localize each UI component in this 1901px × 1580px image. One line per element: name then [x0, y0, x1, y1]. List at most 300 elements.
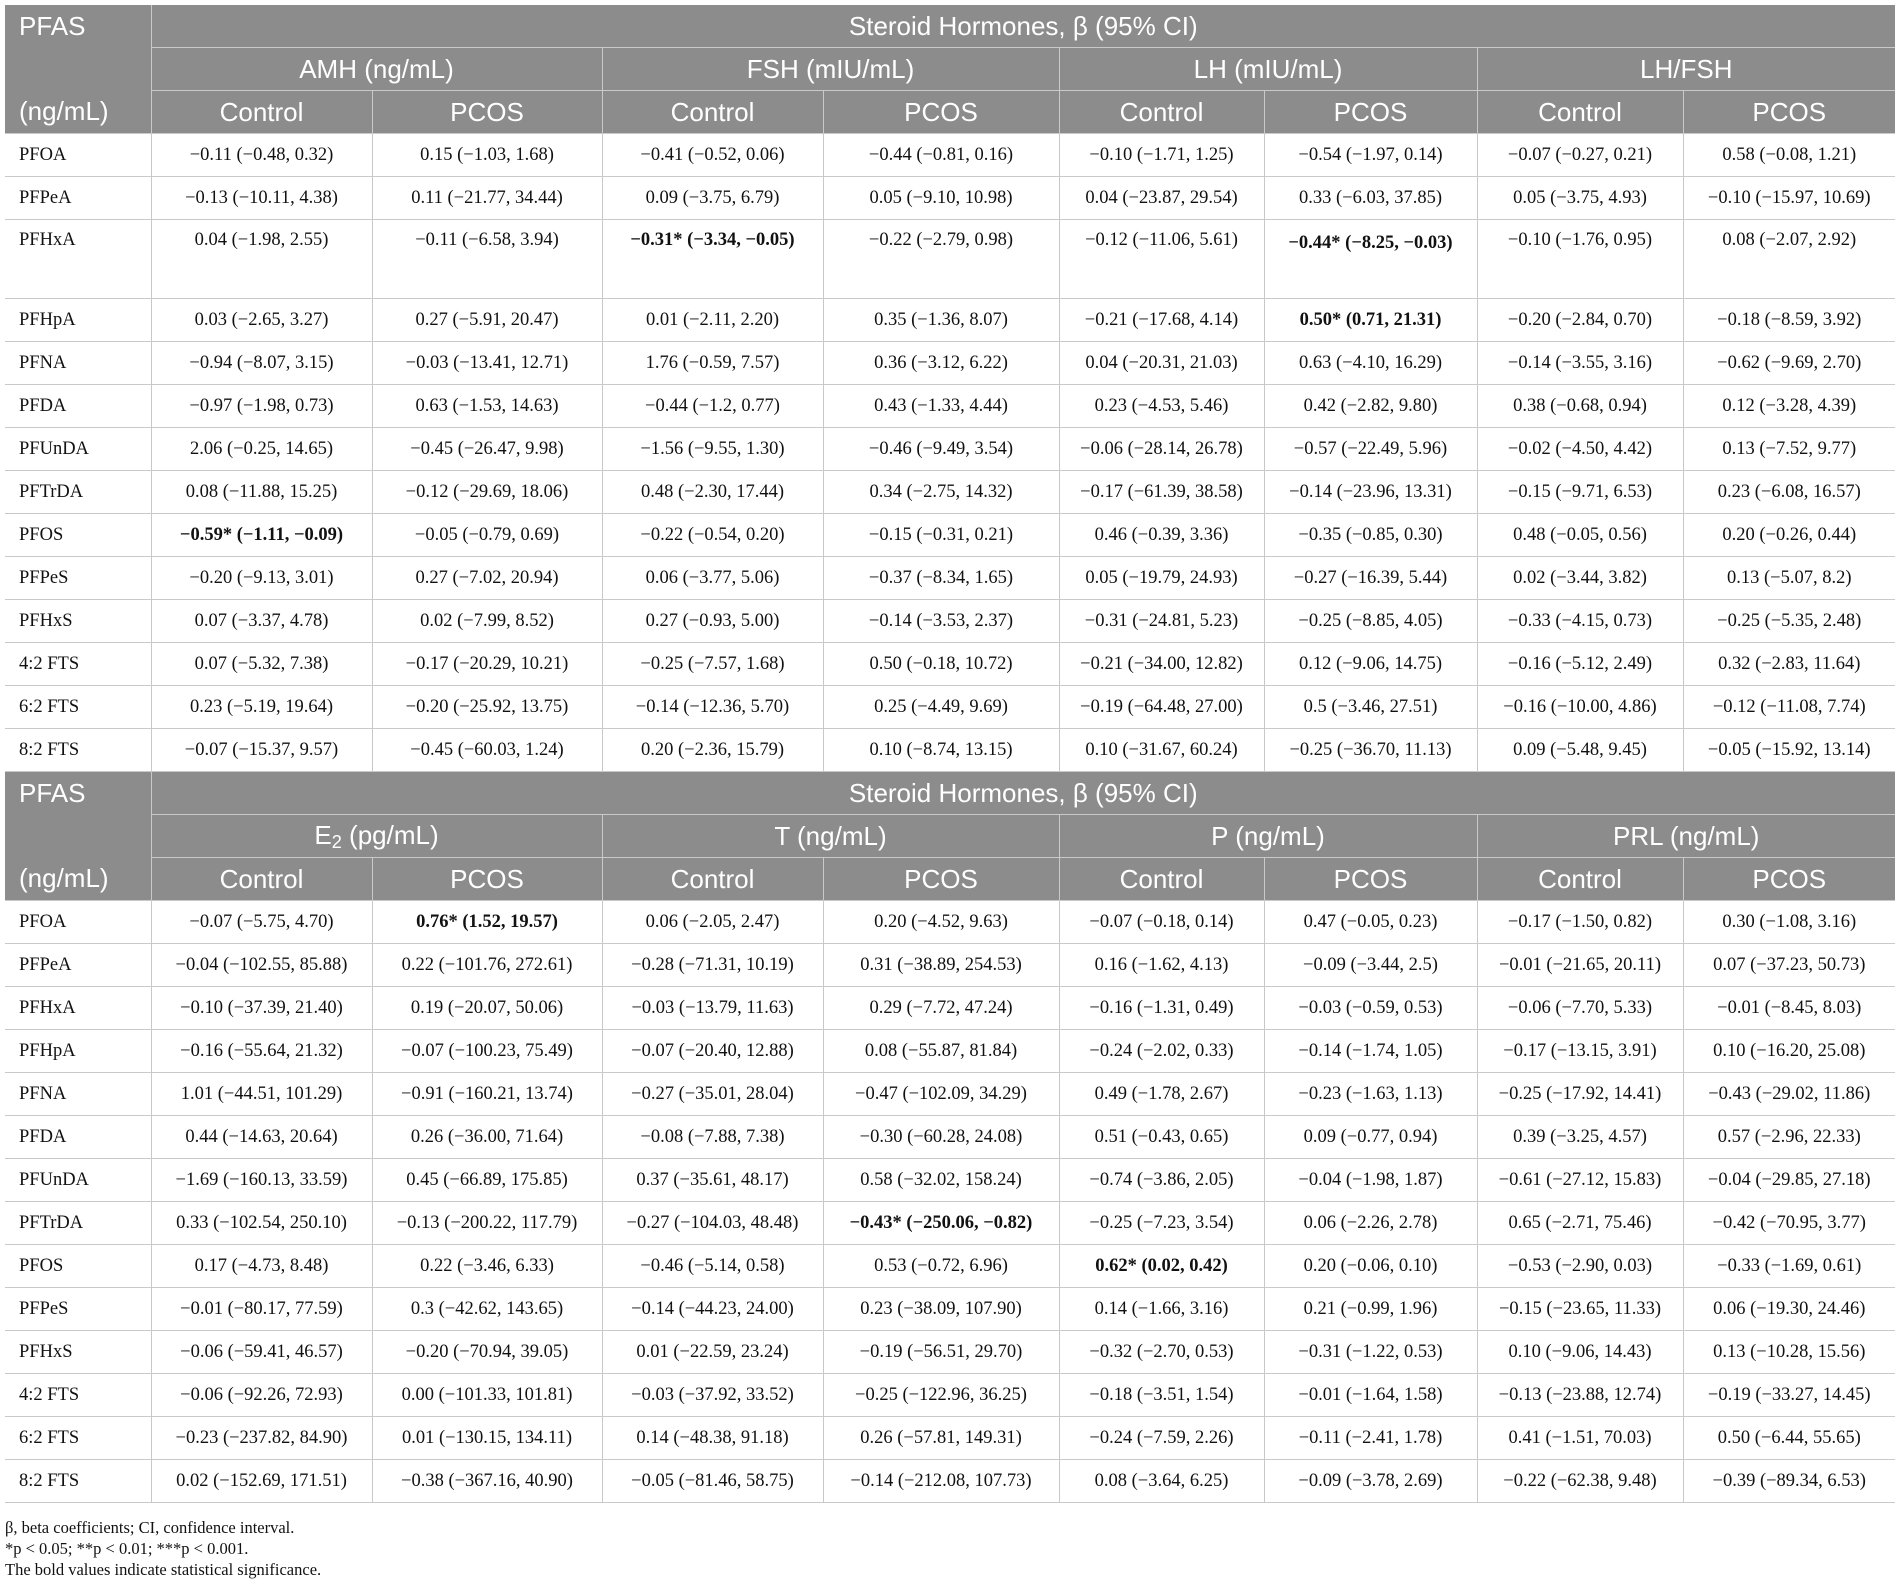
beta-ci-cell: −0.16 (−55.64, 21.32) [151, 1030, 372, 1073]
pfas-name: PFNA [5, 342, 151, 385]
pfas-name: PFPeS [5, 557, 151, 600]
beta-ci-cell: 0.09 (−5.48, 9.45) [1477, 729, 1683, 772]
pfas-name: PFNA [5, 1073, 151, 1116]
beta-ci-cell: −0.06 (−7.70, 5.33) [1477, 987, 1683, 1030]
beta-ci-cell: −0.46 (−9.49, 3.54) [823, 428, 1059, 471]
e2-subscript: 2 [331, 831, 342, 852]
beta-ci-cell: 0.46 (−0.39, 3.36) [1059, 514, 1264, 557]
unit-label: (ng/mL) [5, 858, 151, 901]
beta-ci-cell: 0.53 (−0.72, 6.96) [823, 1245, 1059, 1288]
pfas-name: 4:2 FTS [5, 1374, 151, 1417]
block1-body [5, 134, 1895, 772]
beta-ci-cell: −0.20 (−25.92, 13.75) [372, 686, 602, 729]
table-row [5, 944, 1895, 987]
beta-ci-cell: 0.57 (−2.96, 22.33) [1683, 1116, 1895, 1159]
group-header: Control [151, 91, 372, 134]
beta-ci-cell: −0.97 (−1.98, 0.73) [151, 385, 372, 428]
beta-ci-cell: 0.07 (−3.37, 4.78) [151, 600, 372, 643]
group-header: Control [602, 91, 823, 134]
hormone-header: FSH (mIU/mL) [602, 48, 1059, 91]
table-row [5, 901, 1895, 944]
beta-ci-cell: 0.19 (−20.07, 50.06) [372, 987, 602, 1030]
beta-ci-cell: 0.01 (−2.11, 2.20) [602, 299, 823, 342]
beta-ci-cell: −0.31* (−3.34, −0.05) [602, 220, 823, 299]
beta-ci-cell: −0.11 (−0.48, 0.32) [151, 134, 372, 177]
beta-ci-cell: 0.10 (−9.06, 14.43) [1477, 1331, 1683, 1374]
table-row [5, 385, 1895, 428]
beta-ci-cell: 0.58 (−0.08, 1.21) [1683, 134, 1895, 177]
beta-ci-cell: −0.17 (−20.29, 10.21) [372, 643, 602, 686]
beta-ci-cell: 0.31 (−38.89, 254.53) [823, 944, 1059, 987]
beta-ci-cell: 0.34 (−2.75, 14.32) [823, 471, 1059, 514]
beta-ci-cell: −0.13 (−23.88, 12.74) [1477, 1374, 1683, 1417]
beta-ci-cell: −0.03 (−13.79, 11.63) [602, 987, 823, 1030]
beta-ci-cell: 0.15 (−1.03, 1.68) [372, 134, 602, 177]
beta-ci-cell: −0.05 (−81.46, 58.75) [602, 1460, 823, 1503]
beta-ci-cell: −0.06 (−92.26, 72.93) [151, 1374, 372, 1417]
beta-ci-cell: −0.09 (−3.78, 2.69) [1264, 1460, 1477, 1503]
beta-ci-cell: 0.37 (−35.61, 48.17) [602, 1159, 823, 1202]
beta-ci-cell: −0.03 (−13.41, 12.71) [372, 342, 602, 385]
beta-ci-cell: 0.63 (−1.53, 14.63) [372, 385, 602, 428]
beta-ci-cell: 0.12 (−9.06, 14.75) [1264, 643, 1477, 686]
beta-ci-cell: −0.25 (−5.35, 2.48) [1683, 600, 1895, 643]
unit-label: (ng/mL) [5, 91, 151, 134]
group-header: Control [1059, 91, 1264, 134]
table-row [5, 1159, 1895, 1202]
beta-ci-cell: 0.23 (−38.09, 107.90) [823, 1288, 1059, 1331]
beta-ci-cell: 0.42 (−2.82, 9.80) [1264, 385, 1477, 428]
beta-ci-cell: 0.10 (−8.74, 13.15) [823, 729, 1059, 772]
hormone-header: LH (mIU/mL) [1059, 48, 1477, 91]
pfas-name: 6:2 FTS [5, 686, 151, 729]
beta-ci-cell: −0.74 (−3.86, 2.05) [1059, 1159, 1264, 1202]
beta-ci-cell: −0.30 (−60.28, 24.08) [823, 1116, 1059, 1159]
beta-ci-cell: 0.39 (−3.25, 4.57) [1477, 1116, 1683, 1159]
beta-ci-cell: 0.02 (−7.99, 8.52) [372, 600, 602, 643]
hormone-header: LH/FSH [1477, 48, 1895, 91]
beta-ci-cell: 1.76 (−0.59, 7.57) [602, 342, 823, 385]
beta-ci-cell: 0.45 (−66.89, 175.85) [372, 1159, 602, 1202]
beta-ci-cell: −0.10 (−1.76, 0.95) [1477, 220, 1683, 299]
beta-ci-cell: −0.45 (−60.03, 1.24) [372, 729, 602, 772]
table-row [5, 1073, 1895, 1116]
beta-ci-cell: −0.07 (−0.18, 0.14) [1059, 901, 1264, 944]
beta-ci-cell: −1.56 (−9.55, 1.30) [602, 428, 823, 471]
beta-ci-cell: 0.23 (−6.08, 16.57) [1683, 471, 1895, 514]
beta-ci-cell: 0.08 (−3.64, 6.25) [1059, 1460, 1264, 1503]
pfas-name: PFOA [5, 901, 151, 944]
beta-ci-cell: −0.02 (−4.50, 4.42) [1477, 428, 1683, 471]
beta-ci-cell: 0.00 (−101.33, 101.81) [372, 1374, 602, 1417]
beta-ci-cell: 0.63 (−4.10, 16.29) [1264, 342, 1477, 385]
group-header: PCOS [823, 858, 1059, 901]
beta-ci-cell: −0.25 (−17.92, 14.41) [1477, 1073, 1683, 1116]
table-footnotes [5, 1517, 1895, 1580]
footnote-bold: The bold values indicate statistical significance. [5, 1560, 322, 1579]
beta-ci-cell: 0.08 (−55.87, 81.84) [823, 1030, 1059, 1073]
beta-ci-cell: −0.62 (−9.69, 2.70) [1683, 342, 1895, 385]
table-row [5, 1202, 1895, 1245]
block2-header [5, 772, 1895, 901]
beta-ci-cell: −0.32 (−2.70, 0.53) [1059, 1331, 1264, 1374]
beta-ci-cell: −0.12 (−29.69, 18.06) [372, 471, 602, 514]
beta-ci-cell: 0.48 (−2.30, 17.44) [602, 471, 823, 514]
table-row [5, 643, 1895, 686]
table-row [5, 1030, 1895, 1073]
beta-ci-cell: 0.5 (−3.46, 27.51) [1264, 686, 1477, 729]
beta-ci-cell: −0.18 (−8.59, 3.92) [1683, 299, 1895, 342]
beta-ci-cell: −0.21 (−34.00, 12.82) [1059, 643, 1264, 686]
pfas-name: PFHpA [5, 299, 151, 342]
beta-ci-cell: −0.05 (−0.79, 0.69) [372, 514, 602, 557]
beta-ci-cell: −0.33 (−1.69, 0.61) [1683, 1245, 1895, 1288]
pfas-name: 8:2 FTS [5, 1460, 151, 1503]
table-row [5, 1417, 1895, 1460]
e2-symbol: E [314, 819, 332, 850]
beta-ci-cell: −0.09 (−3.44, 2.5) [1264, 944, 1477, 987]
beta-ci-cell: 0.3 (−42.62, 143.65) [372, 1288, 602, 1331]
pfas-name: PFHxA [5, 220, 151, 299]
beta-ci-cell: 0.20 (−0.26, 0.44) [1683, 514, 1895, 557]
beta-ci-cell: −0.10 (−1.71, 1.25) [1059, 134, 1264, 177]
beta-ci-cell: 0.04 (−23.87, 29.54) [1059, 177, 1264, 220]
group-header: Control [151, 858, 372, 901]
beta-ci-cell: 1.01 (−44.51, 101.29) [151, 1073, 372, 1116]
beta-ci-cell: −0.14 (−23.96, 13.31) [1264, 471, 1477, 514]
beta-ci-cell: −0.14 (−1.74, 1.05) [1264, 1030, 1477, 1073]
beta-ci-cell: −0.31 (−24.81, 5.23) [1059, 600, 1264, 643]
beta-ci-cell: −0.01 (−21.65, 20.11) [1477, 944, 1683, 987]
hormone-header: PRL (ng/mL) [1477, 815, 1895, 858]
beta-ci-cell: −0.16 (−5.12, 2.49) [1477, 643, 1683, 686]
group-header: PCOS [1264, 91, 1477, 134]
table-row [5, 134, 1895, 177]
beta-ci-cell: −0.15 (−0.31, 0.21) [823, 514, 1059, 557]
beta-ci-cell: −0.42 (−70.95, 3.77) [1683, 1202, 1895, 1245]
beta-ci-cell: −0.43 (−29.02, 11.86) [1683, 1073, 1895, 1116]
table-title: Steroid Hormones, β (95% CI) [151, 772, 1895, 815]
group-header: Control [1477, 91, 1683, 134]
pfas-name: 8:2 FTS [5, 729, 151, 772]
beta-ci-cell: −0.35 (−0.85, 0.30) [1264, 514, 1477, 557]
beta-ci-cell: 0.08 (−11.88, 15.25) [151, 471, 372, 514]
beta-ci-cell: −0.44 (−0.81, 0.16) [823, 134, 1059, 177]
beta-ci-cell: −0.25 (−36.70, 11.13) [1264, 729, 1477, 772]
footnote-pvalues: *p < 0.05; **p < 0.01; ***p < 0.001. [5, 1539, 249, 1558]
beta-ci-cell: −0.13 (−200.22, 117.79) [372, 1202, 602, 1245]
beta-ci-cell: 0.22 (−101.76, 272.61) [372, 944, 602, 987]
beta-ci-cell: 0.32 (−2.83, 11.64) [1683, 643, 1895, 686]
beta-ci-cell: 0.35 (−1.36, 8.07) [823, 299, 1059, 342]
beta-ci-cell: 0.14 (−1.66, 3.16) [1059, 1288, 1264, 1331]
table-row [5, 471, 1895, 514]
table-row [5, 514, 1895, 557]
pfas-label: PFAS [5, 772, 151, 858]
pfas-name: PFOS [5, 1245, 151, 1288]
beta-ci-cell: 0.07 (−37.23, 50.73) [1683, 944, 1895, 987]
beta-ci-cell: −0.20 (−2.84, 0.70) [1477, 299, 1683, 342]
pfas-name: PFHpA [5, 1030, 151, 1073]
beta-ci-cell: −0.19 (−56.51, 29.70) [823, 1331, 1059, 1374]
beta-ci-cell: −1.69 (−160.13, 33.59) [151, 1159, 372, 1202]
beta-ci-cell: −0.27 (−16.39, 5.44) [1264, 557, 1477, 600]
beta-ci-cell: −0.07 (−15.37, 9.57) [151, 729, 372, 772]
beta-ci-cell: 0.20 (−0.06, 0.10) [1264, 1245, 1477, 1288]
beta-ci-cell: 0.51 (−0.43, 0.65) [1059, 1116, 1264, 1159]
beta-ci-cell: −0.01 (−1.64, 1.58) [1264, 1374, 1477, 1417]
beta-ci-cell: 0.33 (−6.03, 37.85) [1264, 177, 1477, 220]
beta-ci-cell: 0.30 (−1.08, 3.16) [1683, 901, 1895, 944]
beta-ci-cell: 0.01 (−22.59, 23.24) [602, 1331, 823, 1374]
beta-ci-cell: 0.27 (−5.91, 20.47) [372, 299, 602, 342]
pfas-name: PFUnDA [5, 1159, 151, 1202]
beta-ci-cell: 0.62* (0.02, 0.42) [1059, 1245, 1264, 1288]
table-title: Steroid Hormones, β (95% CI) [151, 5, 1895, 48]
pfas-name: PFPeA [5, 944, 151, 987]
beta-ci-cell: 0.38 (−0.68, 0.94) [1477, 385, 1683, 428]
hormone-header [151, 815, 602, 858]
beta-ci-cell: −0.05 (−15.92, 13.14) [1683, 729, 1895, 772]
beta-ci-cell: 0.06 (−19.30, 24.46) [1683, 1288, 1895, 1331]
beta-ci-cell: −0.22 (−2.79, 0.98) [823, 220, 1059, 299]
beta-ci-cell: 0.27 (−0.93, 5.00) [602, 600, 823, 643]
beta-ci-cell: −0.10 (−15.97, 10.69) [1683, 177, 1895, 220]
beta-ci-cell: −0.25 (−7.23, 3.54) [1059, 1202, 1264, 1245]
group-header: Control [1059, 858, 1264, 901]
beta-ci-cell: 0.13 (−5.07, 8.2) [1683, 557, 1895, 600]
beta-ci-cell: 0.43 (−1.33, 4.44) [823, 385, 1059, 428]
beta-ci-cell: −0.14 (−3.53, 2.37) [823, 600, 1059, 643]
beta-ci-cell: −0.23 (−1.63, 1.13) [1264, 1073, 1477, 1116]
beta-ci-cell: 0.02 (−3.44, 3.82) [1477, 557, 1683, 600]
table-row [5, 342, 1895, 385]
hormone-header: P (ng/mL) [1059, 815, 1477, 858]
beta-ci-cell: −0.46 (−5.14, 0.58) [602, 1245, 823, 1288]
beta-ci-cell: −0.25 (−122.96, 36.25) [823, 1374, 1059, 1417]
beta-ci-cell: −0.22 (−0.54, 0.20) [602, 514, 823, 557]
beta-ci-cell: −0.17 (−1.50, 0.82) [1477, 901, 1683, 944]
pfas-name: PFHxS [5, 600, 151, 643]
pfas-name: PFUnDA [5, 428, 151, 471]
group-header: PCOS [372, 858, 602, 901]
pfas-name: PFTrDA [5, 1202, 151, 1245]
beta-ci-cell: −0.12 (−11.06, 5.61) [1059, 220, 1264, 299]
beta-ci-cell: 0.13 (−7.52, 9.77) [1683, 428, 1895, 471]
beta-ci-cell: −0.37 (−8.34, 1.65) [823, 557, 1059, 600]
beta-ci-cell: −0.03 (−0.59, 0.53) [1264, 987, 1477, 1030]
beta-ci-cell: 0.06 (−3.77, 5.06) [602, 557, 823, 600]
table-row [5, 1288, 1895, 1331]
group-header: Control [1477, 858, 1683, 901]
beta-ci-cell: −0.39 (−89.34, 6.53) [1683, 1460, 1895, 1503]
pfas-name: PFDA [5, 385, 151, 428]
beta-ci-cell: 0.14 (−48.38, 91.18) [602, 1417, 823, 1460]
pfas-label: PFAS [5, 5, 151, 91]
beta-ci-cell: −0.61 (−27.12, 15.83) [1477, 1159, 1683, 1202]
pfas-name: PFPeA [5, 177, 151, 220]
beta-ci-cell: 0.13 (−10.28, 15.56) [1683, 1331, 1895, 1374]
beta-ci-cell: −0.07 (−100.23, 75.49) [372, 1030, 602, 1073]
beta-ci-cell: −0.04 (−102.55, 85.88) [151, 944, 372, 987]
hormone-header: T (ng/mL) [602, 815, 1059, 858]
results-table [5, 5, 1895, 1503]
beta-ci-cell: 0.49 (−1.78, 2.67) [1059, 1073, 1264, 1116]
beta-ci-cell: −0.44* (−8.25, −0.03) [1264, 220, 1477, 299]
beta-ci-cell: 0.27 (−7.02, 20.94) [372, 557, 602, 600]
group-header: PCOS [1264, 858, 1477, 901]
footnote-abbreviations: β, beta coefficients; CI, confidence interval. [5, 1518, 295, 1537]
beta-ci-cell: 0.65 (−2.71, 75.46) [1477, 1202, 1683, 1245]
group-header: PCOS [1683, 858, 1895, 901]
beta-ci-cell: −0.20 (−70.94, 39.05) [372, 1331, 602, 1374]
beta-ci-cell: −0.01 (−80.17, 77.59) [151, 1288, 372, 1331]
beta-ci-cell: −0.57 (−22.49, 5.96) [1264, 428, 1477, 471]
pfas-name: PFTrDA [5, 471, 151, 514]
beta-ci-cell: 0.07 (−5.32, 7.38) [151, 643, 372, 686]
beta-ci-cell: 0.17 (−4.73, 8.48) [151, 1245, 372, 1288]
beta-ci-cell: 0.02 (−152.69, 171.51) [151, 1460, 372, 1503]
beta-ci-cell: −0.25 (−8.85, 4.05) [1264, 600, 1477, 643]
beta-ci-cell: 0.05 (−3.75, 4.93) [1477, 177, 1683, 220]
beta-ci-cell: −0.27 (−104.03, 48.48) [602, 1202, 823, 1245]
hormone-header: AMH (ng/mL) [151, 48, 602, 91]
table-row [5, 428, 1895, 471]
beta-ci-cell: 0.50 (−0.18, 10.72) [823, 643, 1059, 686]
group-header: PCOS [372, 91, 602, 134]
beta-ci-cell: 0.44 (−14.63, 20.64) [151, 1116, 372, 1159]
table-row [5, 557, 1895, 600]
beta-ci-cell: −0.11 (−2.41, 1.78) [1264, 1417, 1477, 1460]
pfas-name: PFOA [5, 134, 151, 177]
table-row [5, 987, 1895, 1030]
beta-ci-cell: −0.20 (−9.13, 3.01) [151, 557, 372, 600]
beta-ci-cell: 0.22 (−3.46, 6.33) [372, 1245, 602, 1288]
beta-ci-cell: −0.19 (−33.27, 14.45) [1683, 1374, 1895, 1417]
beta-ci-cell: 0.76* (1.52, 19.57) [372, 901, 602, 944]
beta-ci-cell: −0.07 (−5.75, 4.70) [151, 901, 372, 944]
beta-ci-cell: −0.06 (−28.14, 26.78) [1059, 428, 1264, 471]
table-row [5, 1116, 1895, 1159]
beta-ci-cell: −0.11 (−6.58, 3.94) [372, 220, 602, 299]
beta-ci-cell: 0.21 (−0.99, 1.96) [1264, 1288, 1477, 1331]
beta-ci-cell: −0.12 (−11.08, 7.74) [1683, 686, 1895, 729]
group-header: PCOS [1683, 91, 1895, 134]
beta-ci-cell: 0.09 (−3.75, 6.79) [602, 177, 823, 220]
beta-ci-cell: −0.25 (−7.57, 1.68) [602, 643, 823, 686]
beta-ci-cell: −0.28 (−71.31, 10.19) [602, 944, 823, 987]
beta-ci-cell: 0.47 (−0.05, 0.23) [1264, 901, 1477, 944]
table-row [5, 686, 1895, 729]
beta-ci-cell: 0.48 (−0.05, 0.56) [1477, 514, 1683, 557]
beta-ci-cell: −0.23 (−237.82, 84.90) [151, 1417, 372, 1460]
table-row [5, 1460, 1895, 1503]
beta-ci-cell: 0.36 (−3.12, 6.22) [823, 342, 1059, 385]
table-row [5, 1331, 1895, 1374]
table-row [5, 600, 1895, 643]
beta-ci-cell: −0.14 (−44.23, 24.00) [602, 1288, 823, 1331]
beta-ci-cell: 0.58 (−32.02, 158.24) [823, 1159, 1059, 1202]
table-row [5, 1374, 1895, 1417]
beta-ci-cell: −0.07 (−20.40, 12.88) [602, 1030, 823, 1073]
beta-ci-cell: 0.10 (−16.20, 25.08) [1683, 1030, 1895, 1073]
beta-ci-cell: −0.22 (−62.38, 9.48) [1477, 1460, 1683, 1503]
beta-ci-cell: −0.41 (−0.52, 0.06) [602, 134, 823, 177]
beta-ci-cell: −0.14 (−212.08, 107.73) [823, 1460, 1059, 1503]
beta-ci-cell: −0.27 (−35.01, 28.04) [602, 1073, 823, 1116]
beta-ci-cell: 0.04 (−1.98, 2.55) [151, 220, 372, 299]
group-header: Control [602, 858, 823, 901]
beta-ci-cell: −0.07 (−0.27, 0.21) [1477, 134, 1683, 177]
beta-ci-cell: 0.41 (−1.51, 70.03) [1477, 1417, 1683, 1460]
table-row [5, 729, 1895, 772]
pfas-name: PFDA [5, 1116, 151, 1159]
e2-unit: (pg/mL) [341, 819, 439, 850]
beta-ci-cell: 0.23 (−4.53, 5.46) [1059, 385, 1264, 428]
beta-ci-cell: −0.33 (−4.15, 0.73) [1477, 600, 1683, 643]
beta-ci-cell: −0.04 (−29.85, 27.18) [1683, 1159, 1895, 1202]
beta-ci-cell: −0.24 (−2.02, 0.33) [1059, 1030, 1264, 1073]
beta-ci-cell: 0.26 (−57.81, 149.31) [823, 1417, 1059, 1460]
beta-ci-cell: 0.05 (−9.10, 10.98) [823, 177, 1059, 220]
table-row [5, 177, 1895, 220]
pfas-name: PFHxS [5, 1331, 151, 1374]
beta-ci-cell: −0.16 (−1.31, 0.49) [1059, 987, 1264, 1030]
beta-ci-cell: 0.20 (−2.36, 15.79) [602, 729, 823, 772]
beta-ci-cell: −0.14 (−12.36, 5.70) [602, 686, 823, 729]
beta-ci-cell: 0.50* (0.71, 21.31) [1264, 299, 1477, 342]
beta-ci-cell: 0.06 (−2.05, 2.47) [602, 901, 823, 944]
block1-header [5, 5, 1895, 134]
beta-ci-cell: −0.15 (−23.65, 11.33) [1477, 1288, 1683, 1331]
beta-ci-cell: −0.18 (−3.51, 1.54) [1059, 1374, 1264, 1417]
beta-ci-cell: −0.31 (−1.22, 0.53) [1264, 1331, 1477, 1374]
block2-body [5, 901, 1895, 1503]
beta-ci-cell: 0.06 (−2.26, 2.78) [1264, 1202, 1477, 1245]
beta-ci-cell: −0.53 (−2.90, 0.03) [1477, 1245, 1683, 1288]
table-wrapper [5, 5, 1895, 1580]
beta-ci-cell: −0.06 (−59.41, 46.57) [151, 1331, 372, 1374]
pfas-name: PFHxA [5, 987, 151, 1030]
beta-ci-cell: 2.06 (−0.25, 14.65) [151, 428, 372, 471]
beta-ci-cell: −0.14 (−3.55, 3.16) [1477, 342, 1683, 385]
table-row [5, 220, 1895, 299]
beta-ci-cell: −0.91 (−160.21, 13.74) [372, 1073, 602, 1116]
beta-ci-cell: −0.17 (−61.39, 38.58) [1059, 471, 1264, 514]
beta-ci-cell: −0.16 (−10.00, 4.86) [1477, 686, 1683, 729]
beta-ci-cell: −0.04 (−1.98, 1.87) [1264, 1159, 1477, 1202]
beta-ci-cell: 0.33 (−102.54, 250.10) [151, 1202, 372, 1245]
pfas-name: PFPeS [5, 1288, 151, 1331]
beta-ci-cell: −0.03 (−37.92, 33.52) [602, 1374, 823, 1417]
beta-ci-cell: −0.47 (−102.09, 34.29) [823, 1073, 1059, 1116]
table-row [5, 299, 1895, 342]
beta-ci-cell: 0.05 (−19.79, 24.93) [1059, 557, 1264, 600]
beta-ci-cell: 0.16 (−1.62, 4.13) [1059, 944, 1264, 987]
beta-ci-cell: 0.04 (−20.31, 21.03) [1059, 342, 1264, 385]
beta-ci-cell: −0.24 (−7.59, 2.26) [1059, 1417, 1264, 1460]
beta-ci-cell: −0.01 (−8.45, 8.03) [1683, 987, 1895, 1030]
beta-ci-cell: 0.26 (−36.00, 71.64) [372, 1116, 602, 1159]
beta-ci-cell: 0.01 (−130.15, 134.11) [372, 1417, 602, 1460]
beta-ci-cell: −0.94 (−8.07, 3.15) [151, 342, 372, 385]
group-header: PCOS [823, 91, 1059, 134]
beta-ci-cell: −0.59* (−1.11, −0.09) [151, 514, 372, 557]
beta-ci-cell: −0.38 (−367.16, 40.90) [372, 1460, 602, 1503]
beta-ci-cell: −0.13 (−10.11, 4.38) [151, 177, 372, 220]
beta-ci-cell: 0.08 (−2.07, 2.92) [1683, 220, 1895, 299]
beta-ci-cell: 0.20 (−4.52, 9.63) [823, 901, 1059, 944]
